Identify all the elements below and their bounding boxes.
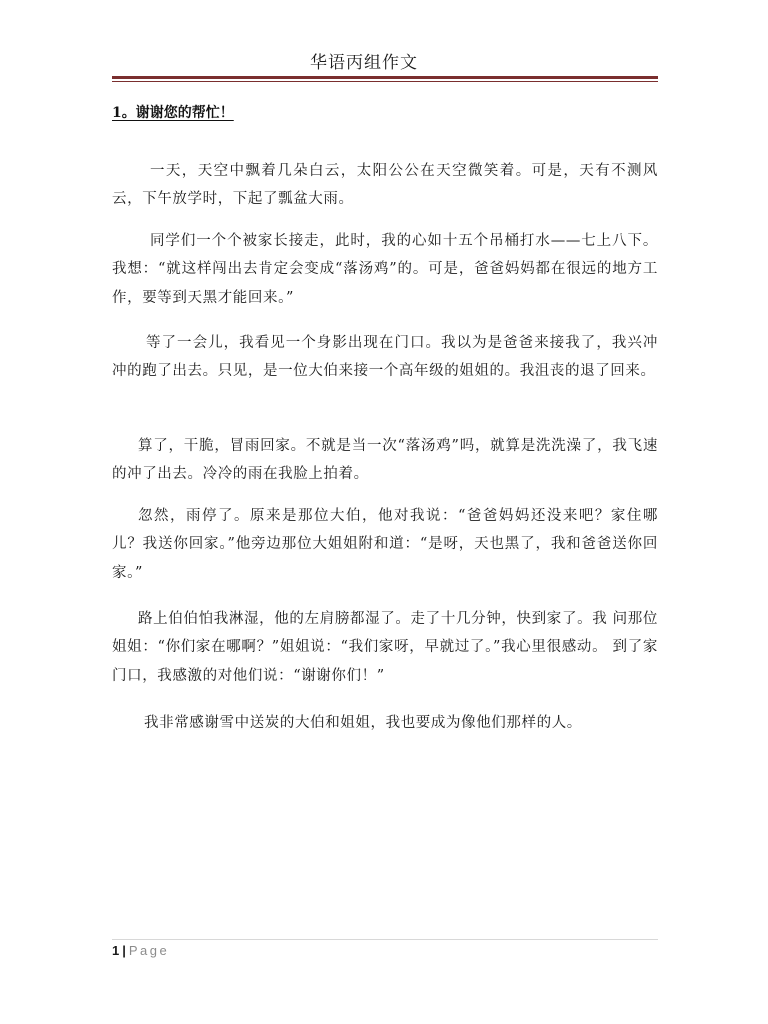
header-rule-thin xyxy=(112,81,658,82)
essay-paragraph-3: 等了一会儿，我看见一个身影出现在门口。我以为是爸爸来接我了，我兴冲冲的跑了出去。只见，是一位大伯来接一个高年级的姐姐的。我沮丧的退了回来。 xyxy=(112,334,658,379)
page-number: 1 xyxy=(112,943,120,958)
page-label: Page xyxy=(128,943,170,958)
header-rule-thick xyxy=(112,76,658,79)
essay-paragraph-4: 算了，干脆，冒雨回家。不就是当一次“落汤鸡”吗，就算是洗洗澡了，我飞速的冲了出去。冷冷的雨在我脸上拍着。 xyxy=(112,437,658,482)
document-header xyxy=(0,48,768,73)
essay-paragraph-5: 忽然，雨停了。原来是那位大伯，他对我说：“爸爸妈妈还没来吧？家住哪儿？我送你回家。”他旁边那位大姐姐附和道：“是呀，天也黑了，我和爸爸送你回家。” xyxy=(112,507,658,581)
footer-separator: | xyxy=(122,943,126,958)
page-footer xyxy=(112,943,169,958)
essay-paragraph-2: 同学们一个个被家长接走，此时，我的心如十五个吊桶打水——七上八下。我想：“就这样闯出去肯定会变成“落汤鸡”的。可是，爸爸妈妈都在很远的地方工作，要等到天黑才能回来。” xyxy=(112,232,658,306)
essay-paragraph-1: 一天，天空中飘着几朵白云，太阳公公在天空微笑着。可是，天有不测风云，下午放学时，下起了瓢盆大雨。 xyxy=(112,162,658,207)
essay-title: 1。谢谢您的帮忙！ xyxy=(112,105,234,121)
header-title: 华语丙组作文 xyxy=(310,53,418,73)
essay-paragraph-7: 我非常感谢雪中送炭的大伯和姐姐，我也要成为像他们那样的人。 xyxy=(144,714,582,731)
footer-rule xyxy=(112,939,658,940)
essay-paragraph-6: 路上伯伯怕我淋湿，他的左肩膀都湿了。走了十几分钟，快到家了。我 问那位姐姐：“你们家在哪啊？”姐姐说：“我们家呀，早就过了。”我心里很感动。 到了家门口，我感激的对他们说：“谢谢你们！” xyxy=(112,610,658,684)
